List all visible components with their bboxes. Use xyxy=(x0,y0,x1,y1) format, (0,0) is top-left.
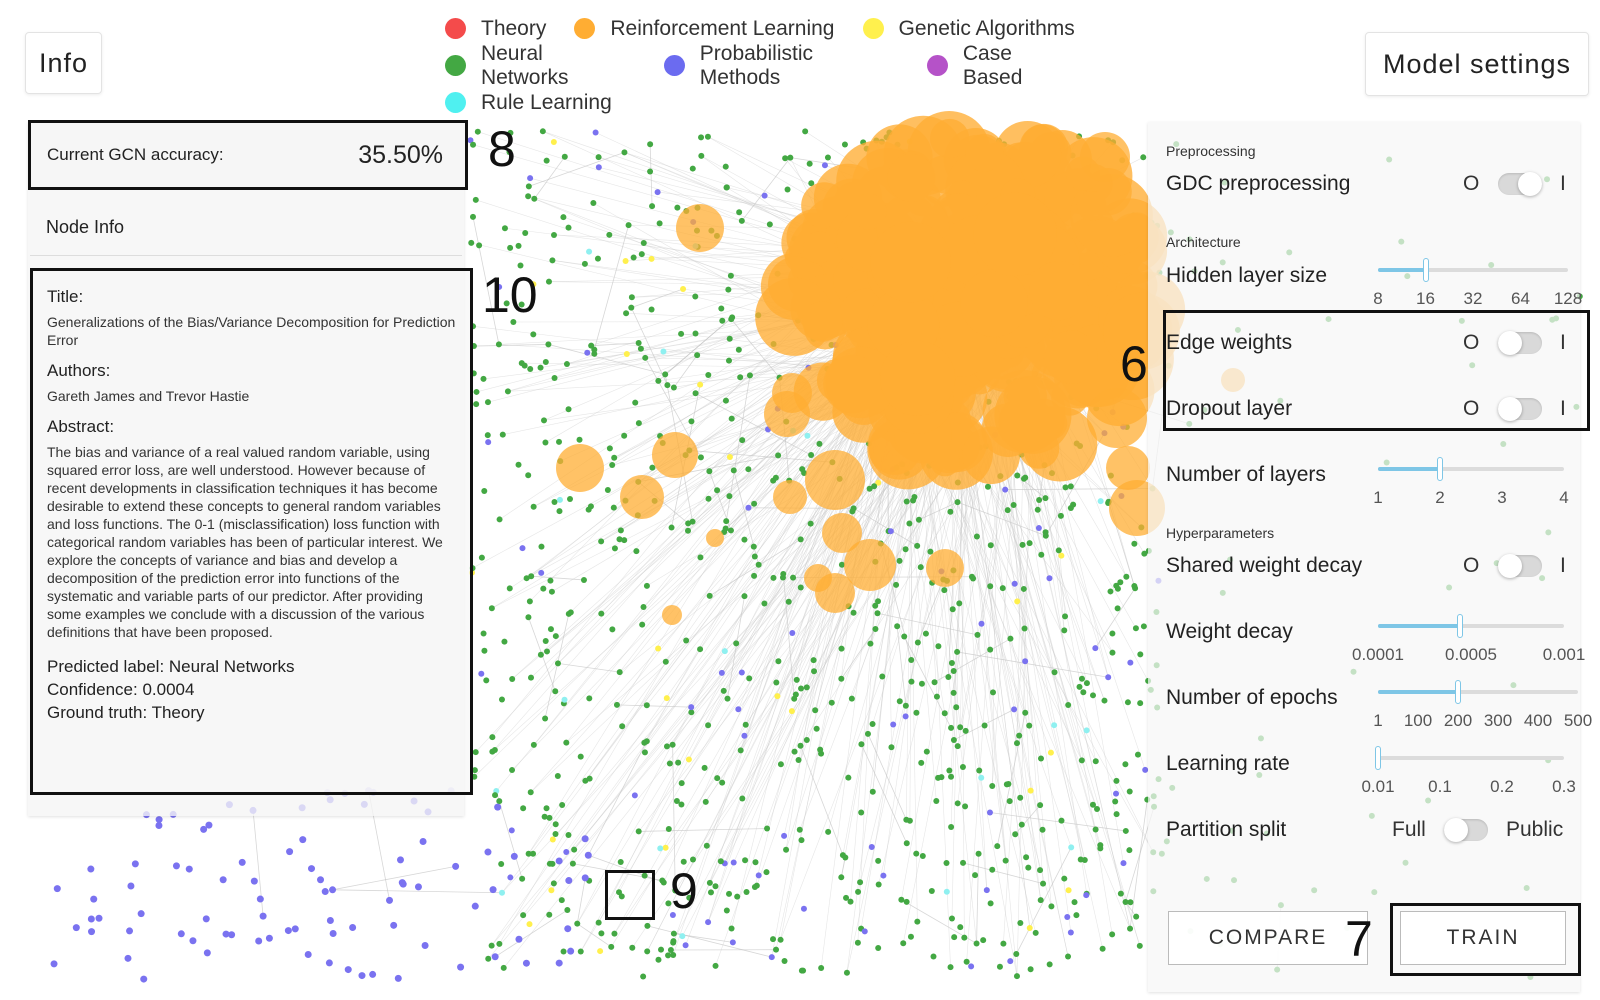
slider-thumb[interactable] xyxy=(1457,614,1463,638)
slider-tick-label: 0.0005 xyxy=(1445,645,1497,664)
legend-item-genetic-algorithms xyxy=(863,17,1075,41)
legend-dot-icon xyxy=(445,92,466,113)
legend-row xyxy=(445,84,1105,121)
legend-dot-icon xyxy=(863,18,884,39)
legend-dot-icon xyxy=(445,18,466,39)
epochs-label: Number of epochs xyxy=(1166,686,1338,709)
gdc-on-label: I xyxy=(1560,172,1566,195)
slider-fill xyxy=(1378,467,1440,471)
compare-button-label: COMPARE xyxy=(1208,926,1328,949)
info-button-label: Info xyxy=(38,47,89,78)
prediction-summary xyxy=(47,655,456,724)
weight-decay-label: Weight decay xyxy=(1166,620,1293,643)
partition-split-label: Partition split xyxy=(1166,818,1287,841)
gdc-off-label: O xyxy=(1463,172,1480,195)
partition-public-label: Public xyxy=(1506,818,1564,841)
weight-decay-slider[interactable] xyxy=(1378,624,1564,628)
edge-weights-off-label: O xyxy=(1463,331,1480,354)
hyperparameters-section-label: Hyperparameters xyxy=(1166,525,1275,541)
info-button[interactable] xyxy=(25,32,102,94)
layers-label: Number of layers xyxy=(1166,463,1326,486)
shared-weight-decay-toggle[interactable] xyxy=(1498,555,1542,577)
authors-label: Authors: xyxy=(47,361,111,380)
slider-tick-label: 2 xyxy=(1435,488,1445,507)
legend-item-case-based xyxy=(927,42,1077,90)
shared-wd-off-label: O xyxy=(1463,554,1480,577)
legend-item-reinforcement-learning xyxy=(574,17,834,41)
node-info-heading xyxy=(30,200,462,256)
dropout-label: Dropout layer xyxy=(1166,397,1293,420)
slider-tick-label: 300 xyxy=(1483,711,1513,730)
legend-dot-icon xyxy=(927,55,948,76)
slider-tick-label: 200 xyxy=(1443,711,1473,730)
shared-wd-on-label: I xyxy=(1560,554,1566,577)
slider-tick-label: 1 xyxy=(1373,711,1383,730)
legend-dot-icon xyxy=(445,55,466,76)
slider-tick-label: 128 xyxy=(1553,289,1583,308)
learning-rate-slider[interactable] xyxy=(1378,756,1564,760)
legend-dot-icon xyxy=(574,18,595,39)
slider-tick-label: 0.0001 xyxy=(1352,645,1404,664)
paper-abstract: The bias and variance of a real valued random variable, using squared error loss, are well understood. However because of recent developments in classification techniques it has become desirable to extend these concepts to general random variables and loss functions. The 0-1 (misclassification) loss function with categorical random variables has been of particular interest. We explore the concepts of variance and bias and develop a decomposition of the prediction error into functions of the systematic and variable parts of our predictor. After providing some examples we conclude with a discussion of the various definitions that have been proposed. xyxy=(47,444,443,640)
accuracy-label: Current GCN accuracy: xyxy=(47,145,224,164)
legend-label: Genetic Algorithms xyxy=(898,16,1075,40)
legend-dot-icon xyxy=(664,55,685,76)
slider-tick-label: 1 xyxy=(1373,488,1383,507)
legend-item-probabilistic-methods xyxy=(664,42,899,90)
epochs-slider[interactable] xyxy=(1378,690,1578,694)
slider-tick-label: 3 xyxy=(1497,488,1507,507)
slider-fill xyxy=(1378,268,1426,272)
slider-tick-label: 500 xyxy=(1563,711,1593,730)
legend-label: Probabilistic Methods xyxy=(699,41,813,89)
layers-slider[interactable] xyxy=(1378,467,1564,471)
toggle-knob xyxy=(1518,172,1542,196)
toggle-knob xyxy=(1444,818,1468,842)
slider-thumb[interactable] xyxy=(1437,457,1443,481)
legend-item-rule-learning xyxy=(445,91,612,115)
learning-rate-label: Learning rate xyxy=(1166,752,1290,775)
slider-thumb[interactable] xyxy=(1455,680,1461,704)
abstract-label: Abstract: xyxy=(47,417,115,436)
slider-tick-label: 64 xyxy=(1511,289,1530,308)
slider-tick-label: 0.3 xyxy=(1552,777,1576,796)
edge-weights-on-label: I xyxy=(1560,331,1566,354)
callout-6: 6 xyxy=(1120,336,1148,392)
model-settings-button[interactable] xyxy=(1365,32,1589,96)
slider-thumb[interactable] xyxy=(1375,746,1381,770)
confidence-value: Confidence: 0.0004 xyxy=(47,680,195,699)
legend-item-theory xyxy=(445,17,546,41)
slider-tick-label: 4 xyxy=(1559,488,1569,507)
paper-authors: Gareth James and Trevor Hastie xyxy=(47,388,250,404)
gdc-toggle[interactable] xyxy=(1498,173,1542,195)
accuracy-value: 35.50% xyxy=(358,140,443,169)
train-highlight-box xyxy=(1390,903,1581,976)
node-info-heading-text: Node Info xyxy=(46,217,125,237)
slider-tick-label: 8 xyxy=(1373,289,1383,308)
compare-button[interactable] xyxy=(1168,911,1368,965)
preprocessing-section-label: Preprocessing xyxy=(1166,143,1256,159)
slider-tick-label: 0.001 xyxy=(1542,645,1586,664)
hidden-layer-slider[interactable] xyxy=(1378,268,1568,272)
partition-split-toggle[interactable] xyxy=(1444,819,1488,841)
slider-thumb[interactable] xyxy=(1423,258,1429,282)
slider-tick-label: 400 xyxy=(1523,711,1553,730)
class-legend xyxy=(445,10,1105,121)
ground-truth: Ground truth: Theory xyxy=(47,703,205,722)
legend-label: Neural Networks xyxy=(480,41,569,89)
architecture-section-label: Architecture xyxy=(1166,234,1241,250)
slider-tick-label: 0.01 xyxy=(1361,777,1395,796)
callout-8: 8 xyxy=(488,121,516,177)
node-detail-box xyxy=(30,268,473,795)
gdc-label: GDC preprocessing xyxy=(1166,172,1351,195)
callout-7: 7 xyxy=(1345,911,1373,967)
accuracy-box xyxy=(28,120,468,190)
callout-10: 10 xyxy=(482,267,538,323)
callout-9: 9 xyxy=(670,863,698,919)
dropout-off-label: O xyxy=(1463,397,1480,420)
toggle-knob xyxy=(1498,554,1522,578)
train-button-label: TRAIN xyxy=(1446,926,1520,949)
slider-fill xyxy=(1378,690,1458,694)
title-label: Title: xyxy=(47,287,84,306)
slider-tick-label: 16 xyxy=(1416,289,1435,308)
slider-tick-label: 100 xyxy=(1403,711,1433,730)
callout-9-box xyxy=(605,870,655,920)
paper-title: Generalizations of the Bias/Variance Decomposition for Prediction Error xyxy=(47,314,456,348)
legend-label: Theory xyxy=(481,16,547,40)
legend-label: Reinforcement Learning xyxy=(610,16,835,40)
slider-tick-label: 0.2 xyxy=(1490,777,1514,796)
shared-weight-decay-label: Shared weight decay xyxy=(1166,554,1363,577)
model-settings-label: Model settings xyxy=(1382,48,1572,79)
dropout-on-label: I xyxy=(1560,397,1566,420)
slider-fill xyxy=(1378,624,1460,628)
slider-tick-label: 32 xyxy=(1463,289,1483,308)
predicted-label: Predicted label: Neural Networks xyxy=(47,657,295,676)
legend-row xyxy=(445,41,1105,89)
legend-label: Case Based xyxy=(962,41,1023,89)
partition-full-label: Full xyxy=(1392,818,1426,841)
legend-item-neural-networks xyxy=(445,42,636,90)
toggle-highlight-box xyxy=(1163,310,1590,431)
edge-weights-label: Edge weights xyxy=(1166,331,1293,354)
hidden-layer-label: Hidden layer size xyxy=(1166,264,1328,287)
slider-tick-label: 0.1 xyxy=(1428,777,1452,796)
legend-label: Rule Learning xyxy=(481,90,612,114)
